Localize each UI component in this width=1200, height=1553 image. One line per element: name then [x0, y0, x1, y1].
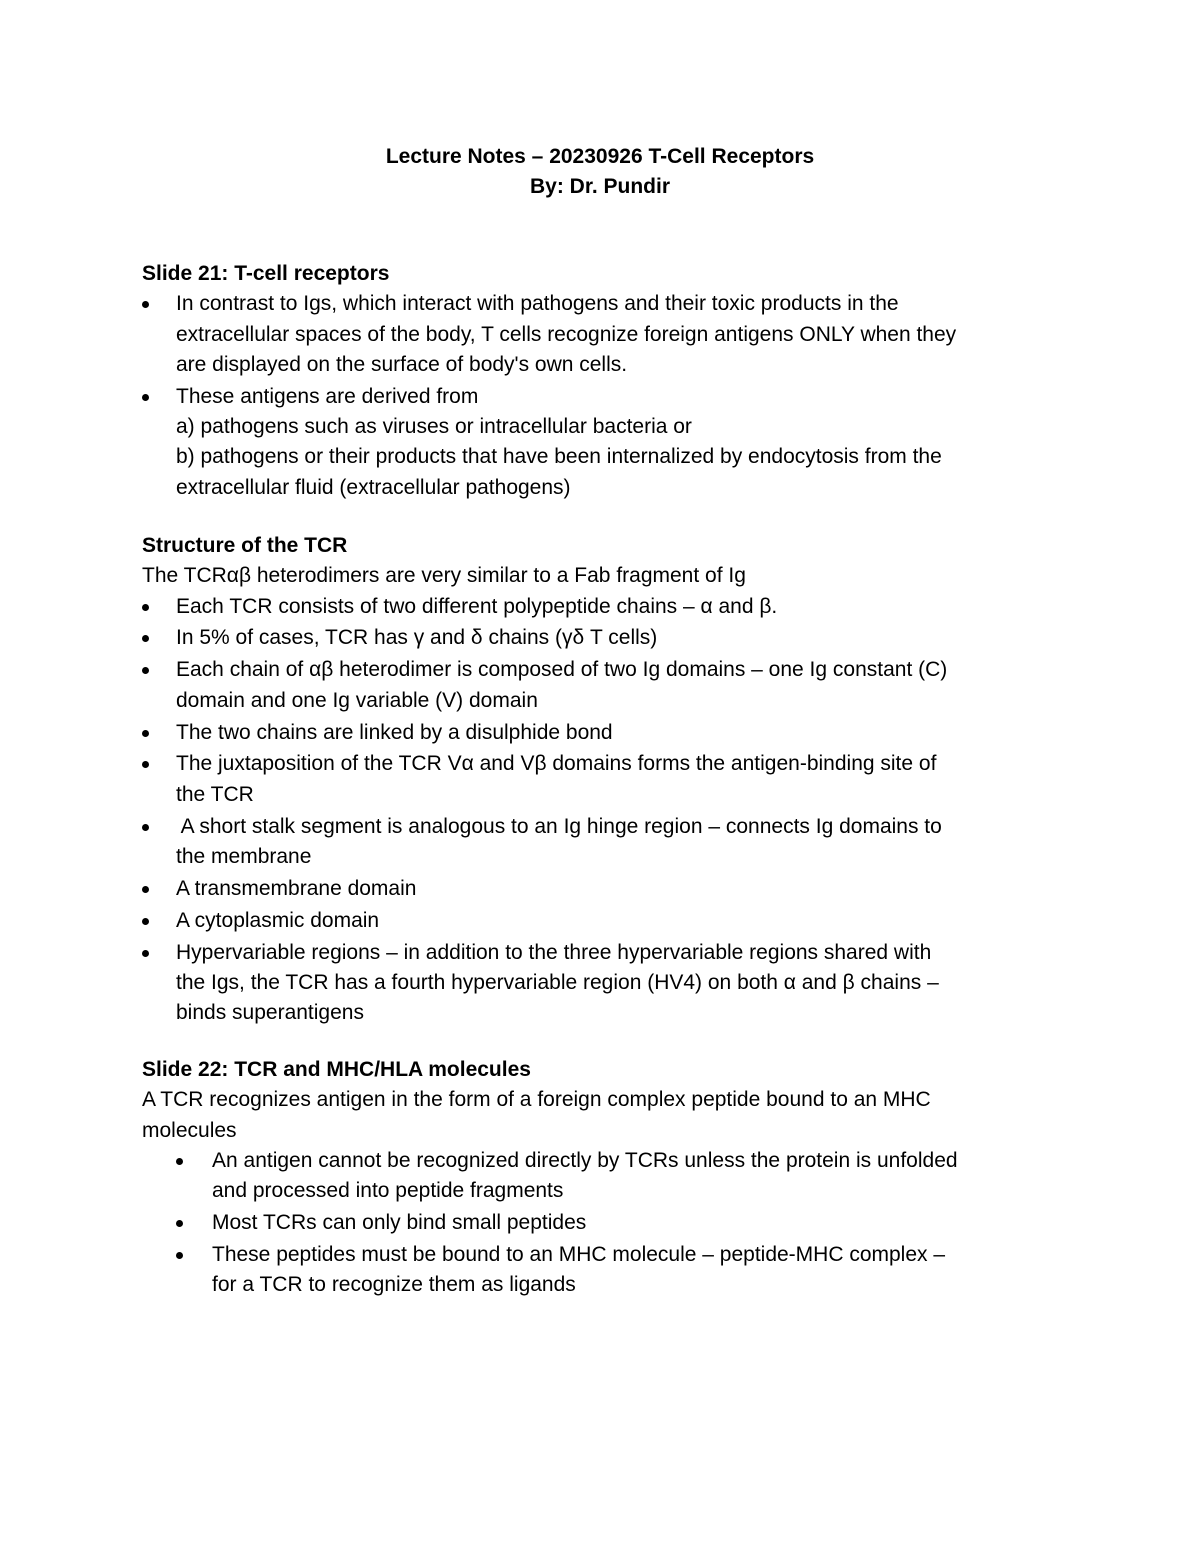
- bullet-text: Each chain of αβ heterodimer is composed of two Ig domains – one Ig constant (C): [176, 658, 948, 682]
- bullet-text: extracellular fluid (extracellular pathogens): [176, 475, 571, 499]
- bullet-text: b) pathogens or their products that have been internalized by endocytosis from the: [176, 445, 942, 469]
- bullet-text: Hypervariable regions – in addition to the three hypervariable regions shared with: [176, 940, 932, 964]
- bullet-item: [142, 382, 1062, 503]
- bullet-icon: [176, 1252, 183, 1259]
- bullet-item: [142, 906, 1062, 936]
- bullet-icon: [142, 635, 149, 642]
- bullet-item: [142, 1146, 1062, 1207]
- document-author: By: Dr. Pundir: [529, 175, 671, 198]
- bullet-text: extracellular spaces of the body, T cells recognize foreign antigens ONLY when they: [176, 322, 957, 346]
- section-intro: [142, 1085, 1062, 1146]
- document-header: [0, 142, 1200, 202]
- bullet-item: [142, 1208, 1062, 1238]
- bullet-item: [142, 749, 1062, 810]
- bullet-list: [142, 289, 1062, 503]
- bullet-icon: [142, 824, 149, 831]
- bullet-text: A cytoplasmic domain: [176, 908, 380, 932]
- section-heading: Slide 21: T-cell receptors: [142, 262, 390, 285]
- bullet-text: a) pathogens such as viruses or intracellular bacteria or: [176, 415, 692, 439]
- bullet-icon: [176, 1158, 183, 1165]
- bullet-text: Most TCRs can only bind small peptides: [212, 1211, 587, 1235]
- bullet-text: In 5% of cases, TCR has γ and δ chains (γδ T cells): [176, 626, 658, 650]
- bullet-icon: [142, 667, 149, 674]
- section-intro: The TCRαβ heterodimers are very similar to a Fab fragment of Ig: [142, 564, 746, 588]
- bullet-text: These antigens are derived from: [176, 384, 479, 408]
- bullet-item: [142, 938, 1062, 1029]
- bullet-item: [142, 718, 1062, 748]
- bullet-text: A transmembrane domain: [176, 876, 417, 900]
- bullet-text: the membrane: [176, 844, 312, 868]
- bullet-text: binds superantigens: [176, 1001, 364, 1025]
- bullet-text: Each TCR consists of two different polypeptide chains – α and β.: [176, 594, 778, 618]
- section-heading: Structure of the TCR: [142, 534, 348, 557]
- bullet-icon: [142, 918, 149, 925]
- bullet-icon: [142, 301, 149, 308]
- bullet-item: [142, 1240, 1062, 1301]
- bullet-text: The two chains are linked by a disulphide bond: [176, 720, 613, 744]
- bullet-text: domain and one Ig variable (V) domain: [176, 688, 538, 712]
- bullet-icon: [176, 1220, 183, 1227]
- document-title: Lecture Notes – 20230926 T-Cell Receptors: [385, 145, 815, 168]
- bullet-icon: [142, 394, 149, 401]
- intro-line: molecules: [142, 1118, 237, 1142]
- bullet-icon: [142, 886, 149, 893]
- bullet-list: [142, 1146, 1062, 1301]
- intro-line: A TCR recognizes antigen in the form of a foreign complex peptide bound to an MHC: [142, 1088, 931, 1112]
- bullet-text: A short stalk segment is analogous to an Ig hinge region – connects Ig domains to: [176, 814, 942, 838]
- section-slide-22: [142, 1055, 1062, 1302]
- bullet-text: These peptides must be bound to an MHC molecule – peptide-MHC complex –: [212, 1242, 946, 1266]
- section-slide-21: [142, 259, 1062, 505]
- bullet-text: An antigen cannot be recognized directly by TCRs unless the protein is unfolded: [212, 1148, 958, 1172]
- bullet-item: [142, 592, 1062, 622]
- bullet-item: [142, 874, 1062, 904]
- bullet-list: [142, 592, 1062, 1029]
- bullet-icon: [142, 730, 149, 737]
- bullet-item: [142, 655, 1062, 716]
- bullet-text: and processed into peptide fragments: [212, 1179, 564, 1203]
- bullet-item: [142, 289, 1062, 380]
- bullet-text: are displayed on the surface of body's own cells.: [176, 352, 628, 376]
- bullet-icon: [142, 950, 149, 957]
- bullet-icon: [142, 761, 149, 768]
- bullet-text: the TCR: [176, 782, 254, 806]
- bullet-icon: [142, 604, 149, 611]
- bullet-text: In contrast to Igs, which interact with pathogens and their toxic products in the: [176, 292, 899, 316]
- bullet-item: [142, 623, 1062, 653]
- section-structure-of-tcr: [142, 531, 1062, 1030]
- bullet-text: The juxtaposition of the TCR Vα and Vβ domains forms the antigen-binding site of: [176, 752, 937, 776]
- bullet-text: the Igs, the TCR has a fourth hypervariable region (HV4) on both α and β chains –: [176, 970, 939, 994]
- bullet-text: for a TCR to recognize them as ligands: [212, 1273, 576, 1297]
- section-heading: Slide 22: TCR and MHC/HLA molecules: [142, 1058, 531, 1081]
- bullet-item: [142, 812, 1062, 873]
